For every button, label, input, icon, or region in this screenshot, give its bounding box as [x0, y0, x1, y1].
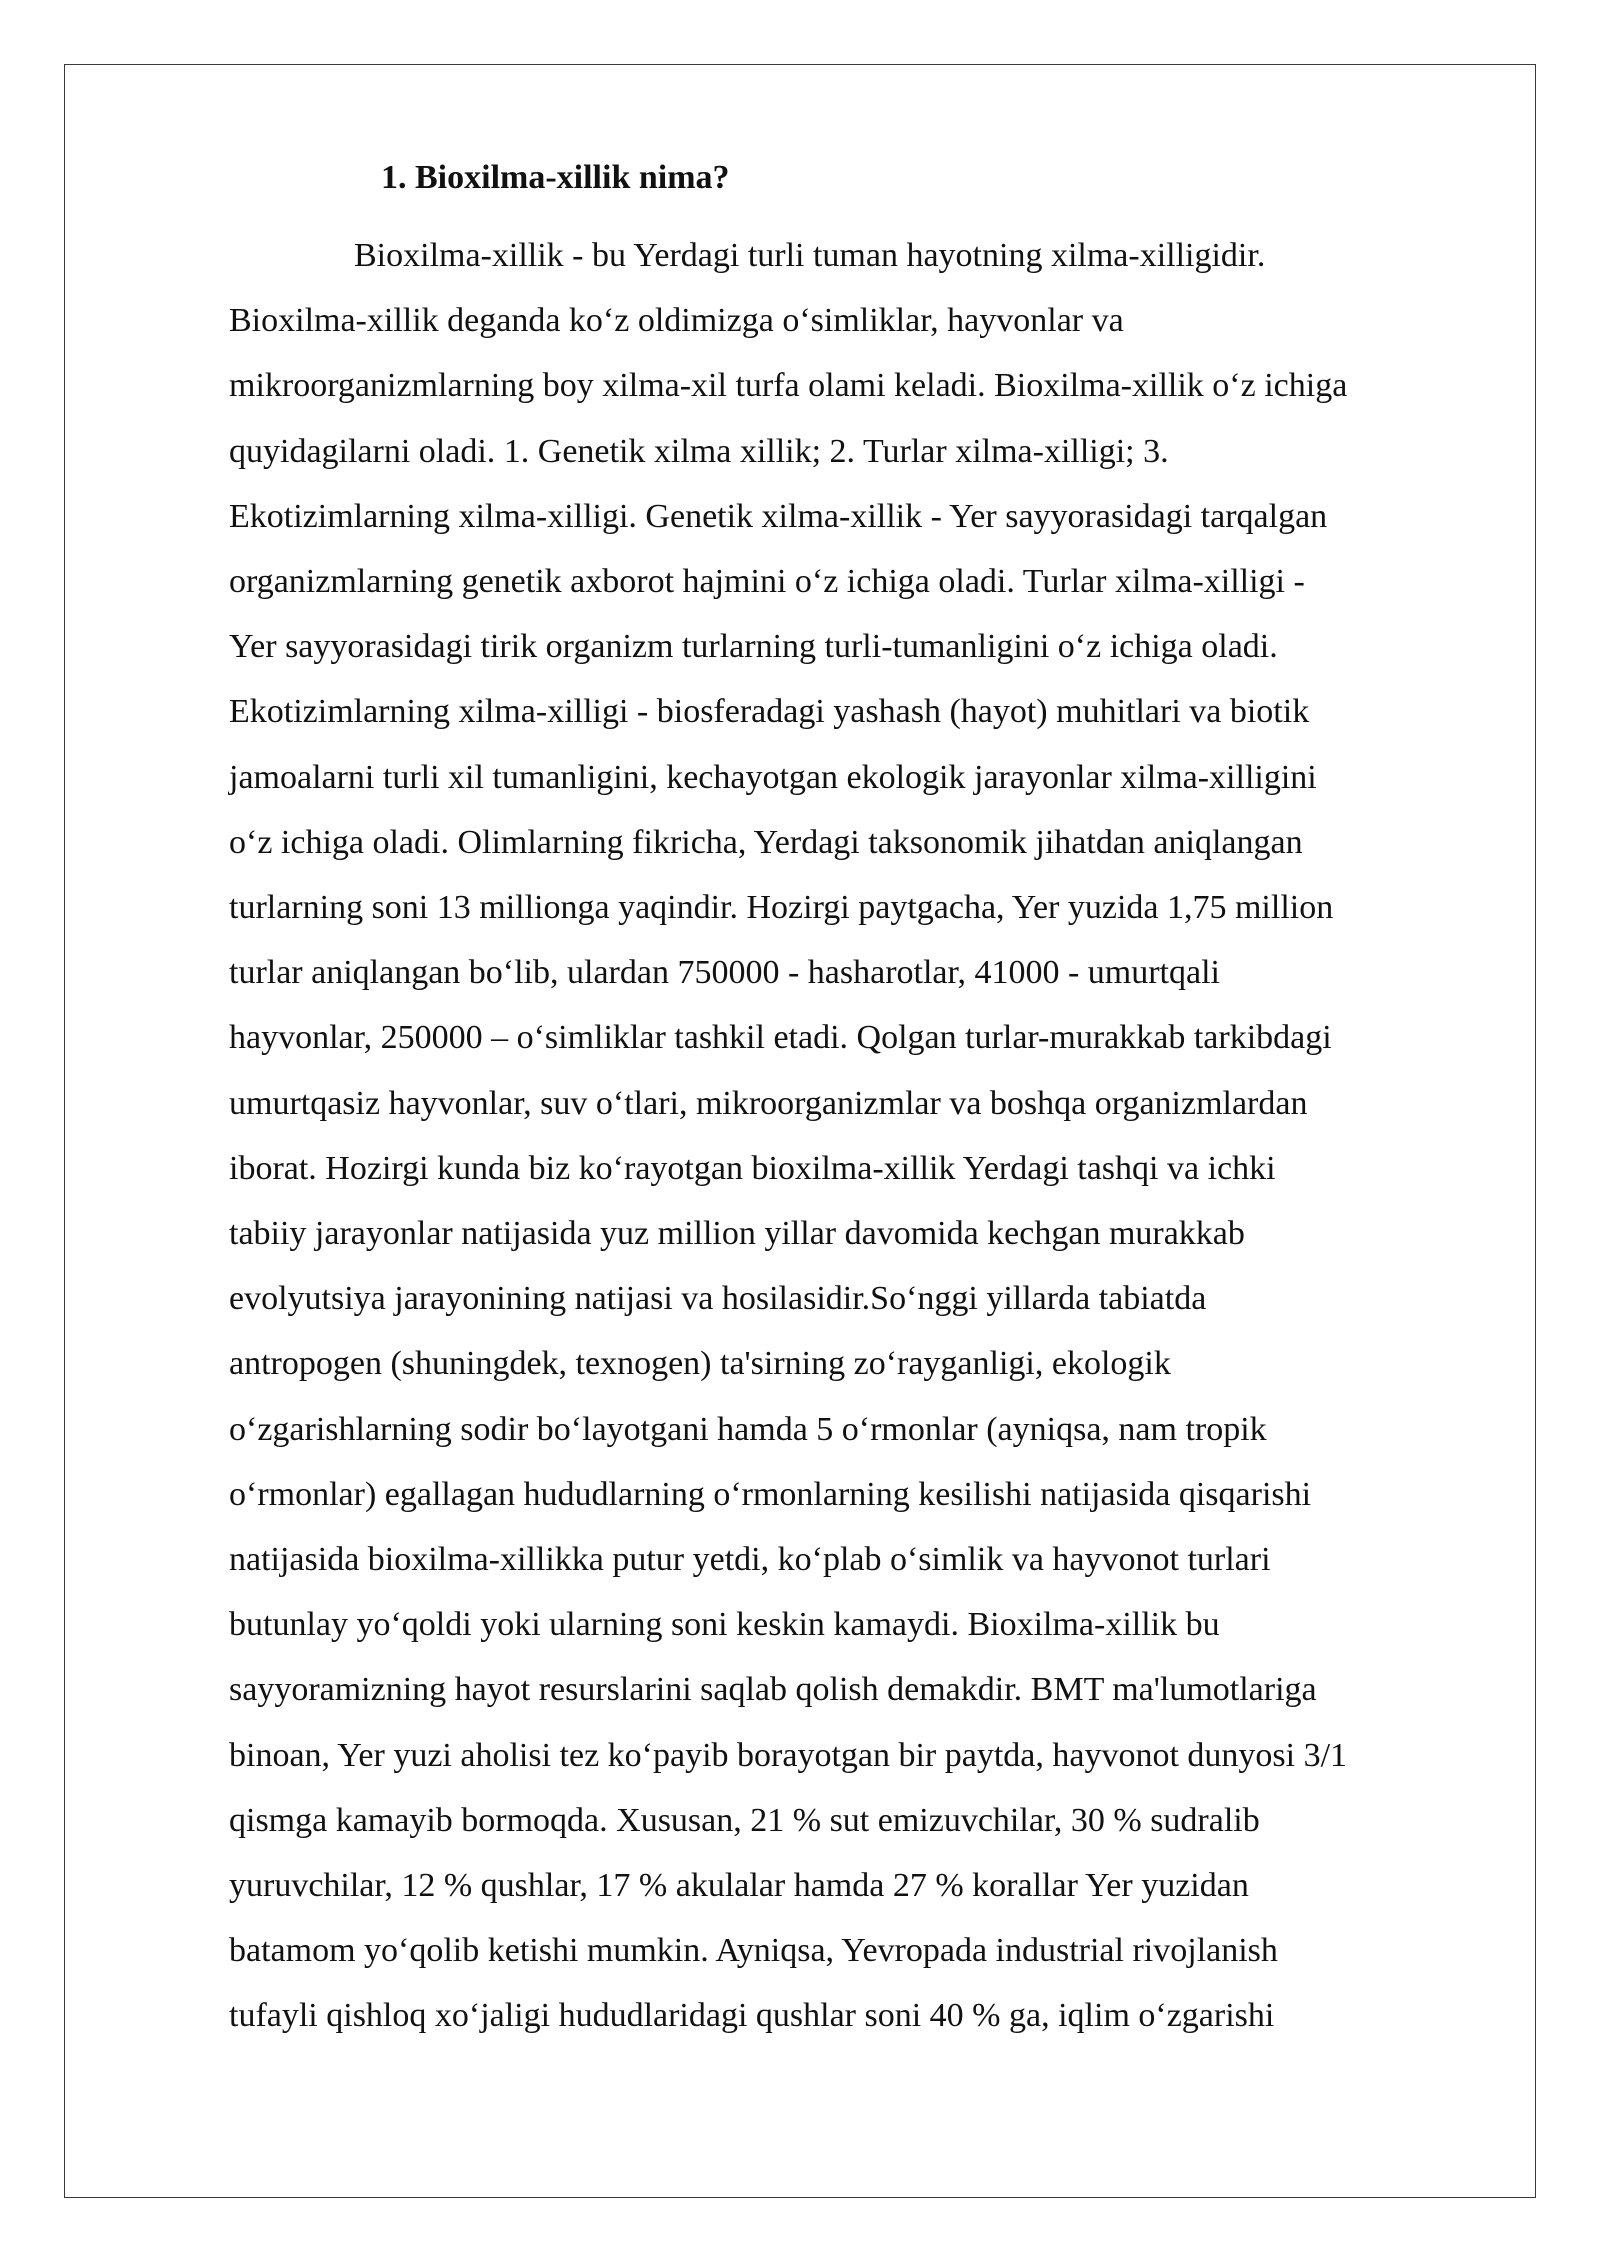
- paragraph-line: qismga kamayib bormoqda. Xususan, 21 % sut emizuvchilar, 30 % sudralib: [229, 1801, 1260, 1839]
- paragraph-line: o‘z ichiga oladi. Olimlarning fikricha, Yerdagi taksonomik jihatdan aniqlangan: [229, 823, 1303, 861]
- paragraph-line: Ekotizimlarning xilma-xilligi - biosferadagi yashash (hayot) muhitlari va biotik: [229, 693, 1310, 731]
- paragraph-line: tufayli qishloq xo‘jaligi hududlaridagi qushlar soni 40 % ga, iqlim o‘zgarishi: [229, 1997, 1275, 2035]
- paragraph-line: o‘zgarishlarning sodir bo‘layotgani hamda 5 o‘rmonlar (ayniqsa, nam tropik: [229, 1410, 1267, 1448]
- paragraph-line: Ekotizimlarning xilma-xilligi. Genetik xilma-xillik - Yer sayyorasidagi tarqalgan: [229, 497, 1328, 535]
- paragraph-line: evolyutsiya jarayonining natijasi va hosilasidir.So‘nggi yillarda tabiatda: [229, 1280, 1207, 1318]
- paragraph-line: hayvonlar, 250000 – o‘simliklar tashkil etadi. Qolgan turlar-murakkab tarkibdagi: [229, 1019, 1332, 1057]
- paragraph-line: antropogen (shuningdek, texnogen) ta'sirning zo‘rayganligi, ekologik: [229, 1345, 1171, 1383]
- paragraph-line: butunlay yo‘qoldi yoki ularning soni keskin kamaydi. Bioxilma-xillik bu: [229, 1606, 1220, 1644]
- paragraph-line: natijasida bioxilma-xillikka putur yetdi, ko‘plab o‘simlik va hayvonot turlari: [229, 1541, 1271, 1579]
- paragraph-line: turlar aniqlangan bo‘lib, ulardan 750000 - hasharotlar, 41000 - umurtqali: [229, 954, 1220, 992]
- paragraph-line: jamoalarni turli xil tumanligini, kechayotgan ekologik jarayonlar xilma-xilligini: [229, 758, 1317, 796]
- paragraph-line: Bioxilma-xillik deganda ko‘z oldimizga o‘simliklar, hayvonlar va: [229, 302, 1124, 340]
- paragraph-line: yuruvchilar, 12 % qushlar, 17 % akulalar hamda 27 % korallar Yer yuzidan: [229, 1867, 1249, 1905]
- paragraph-line: o‘rmonlar) egallagan hududlarning o‘rmonlarning kesilishi natijasida qisqarishi: [229, 1475, 1312, 1513]
- paragraph-line: turlarning soni 13 millionga yaqindir. Hozirgi paytgacha, Yer yuzida 1,75 million: [229, 889, 1334, 927]
- section-heading: 1. Bioxilma-xillik nima?: [381, 159, 730, 196]
- paragraph-line: binoan, Yer yuzi aholisi tez ko‘payib borayotgan bir paytda, hayvonot dunyosi 3/1: [229, 1736, 1348, 1774]
- paragraph-line: batamom yo‘qolib ketishi mumkin. Ayniqsa, Yevropada industrial rivojlanish: [229, 1932, 1278, 1970]
- paragraph-line: organizmlarning genetik axborot hajmini o‘z ichiga oladi. Turlar xilma-xilligi -: [229, 563, 1305, 601]
- paragraph-line: Yer sayyorasidagi tirik organizm turlarning turli-tumanligini o‘z ichiga oladi.: [229, 628, 1278, 666]
- paragraph-line: iborat. Hozirgi kunda biz ko‘rayotgan bioxilma-xillik Yerdagi tashqi va ichki: [229, 1149, 1276, 1187]
- paragraph: [229, 223, 1491, 2049]
- paragraph-line: sayyoramizning hayot resurslarini saqlab qolish demakdir. BMT ma'lumotlariga: [229, 1671, 1317, 1709]
- paragraph-line: tabiiy jarayonlar natijasida yuz million yillar davomida kechgan murakkab: [229, 1215, 1245, 1253]
- paragraph-line: quyidagilarni oladi. 1. Genetik xilma xillik; 2. Turlar xilma-xilligi; 3.: [229, 432, 1169, 470]
- paragraph-line: umurtqasiz hayvonlar, suv o‘tlari, mikroorganizmlar va boshqa organizmlardan: [229, 1084, 1308, 1122]
- document-body: [229, 140, 1491, 2049]
- paragraph-line: Bioxilma-xillik - bu Yerdagi turli tuman hayotning xilma-xilligidir.: [354, 237, 1266, 274]
- paragraph-line: mikroorganizmlarning boy xilma-xil turfa olami keladi. Bioxilma-xillik o‘z ichiga: [229, 367, 1348, 405]
